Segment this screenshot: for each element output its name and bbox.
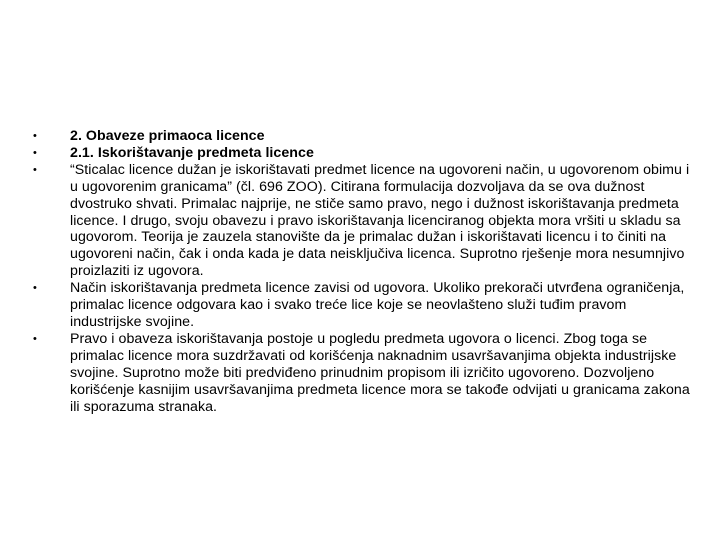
list-item-text: Način iskorištavanja predmeta licence zavisi od ugovora. Ukoliko prekorači utvrđena ograničenja, primalac licence odgovara kao i svako treće lice koje se neovlašteno služi tuđim pravom industrijske svojine. — [70, 280, 685, 330]
list-item-subheading — [30, 145, 690, 162]
list-item — [30, 162, 690, 280]
bullet-list — [30, 128, 690, 415]
list-item-heading — [30, 128, 690, 145]
list-item — [30, 280, 690, 331]
bullet-dot-icon: • — [33, 332, 37, 345]
list-item — [30, 331, 690, 416]
list-item-text: Pravo i obaveza iskorištavanja postoje u pogledu predmeta ugovora o licenci. Zbog toga se primalac licence mora suzdržavati od korišćenja naknadnim usavršavanjima objekta industrijske svojine. Suprotno može biti predviđeno prinudnim propisom ili izričito ugovoreno. Dozvoljeno korišćenje kasnijim usavršavanjima predmeta licence mora se takođe odvijati u granicama zakona ili sporazuma stranaka. — [70, 330, 690, 415]
list-item-text: 2. Obaveze primaoca licence — [70, 128, 265, 144]
bullet-dot-icon: • — [33, 163, 37, 176]
slide-content — [30, 128, 690, 415]
bullet-dot-icon: • — [33, 146, 37, 159]
bullet-dot-icon: • — [33, 130, 37, 142]
list-item-text: “Sticalac licence dužan je iskorištavati predmet licence na ugovoreni način, u ugovorenom obimu i u ugovorenim granicama” (čl. 696 ZOO). Citirana formulacija dozvoljava da se ova dužnost dvostruko shvati. Primalac najprije, ne stiče samo pravo, nego i dužnost iskorištavanja predmeta licence. I drugo, svoju obavezu i pravo iskorištavanja licenciranog objekta mora vršiti u skladu sa ugovorom. Teorija je zauzela stanovište da je primalac dužan i iskorištavati licencu i to činiti na ugovoreni način, čak i onda kada je data neisključiva licenca. Suprotno rješenje mora nesumnjivo proizlaziti iz ugovora. — [70, 161, 690, 280]
list-item-text: 2.1. Iskorištavanje predmeta licence — [70, 144, 314, 161]
bullet-dot-icon: • — [33, 282, 37, 295]
